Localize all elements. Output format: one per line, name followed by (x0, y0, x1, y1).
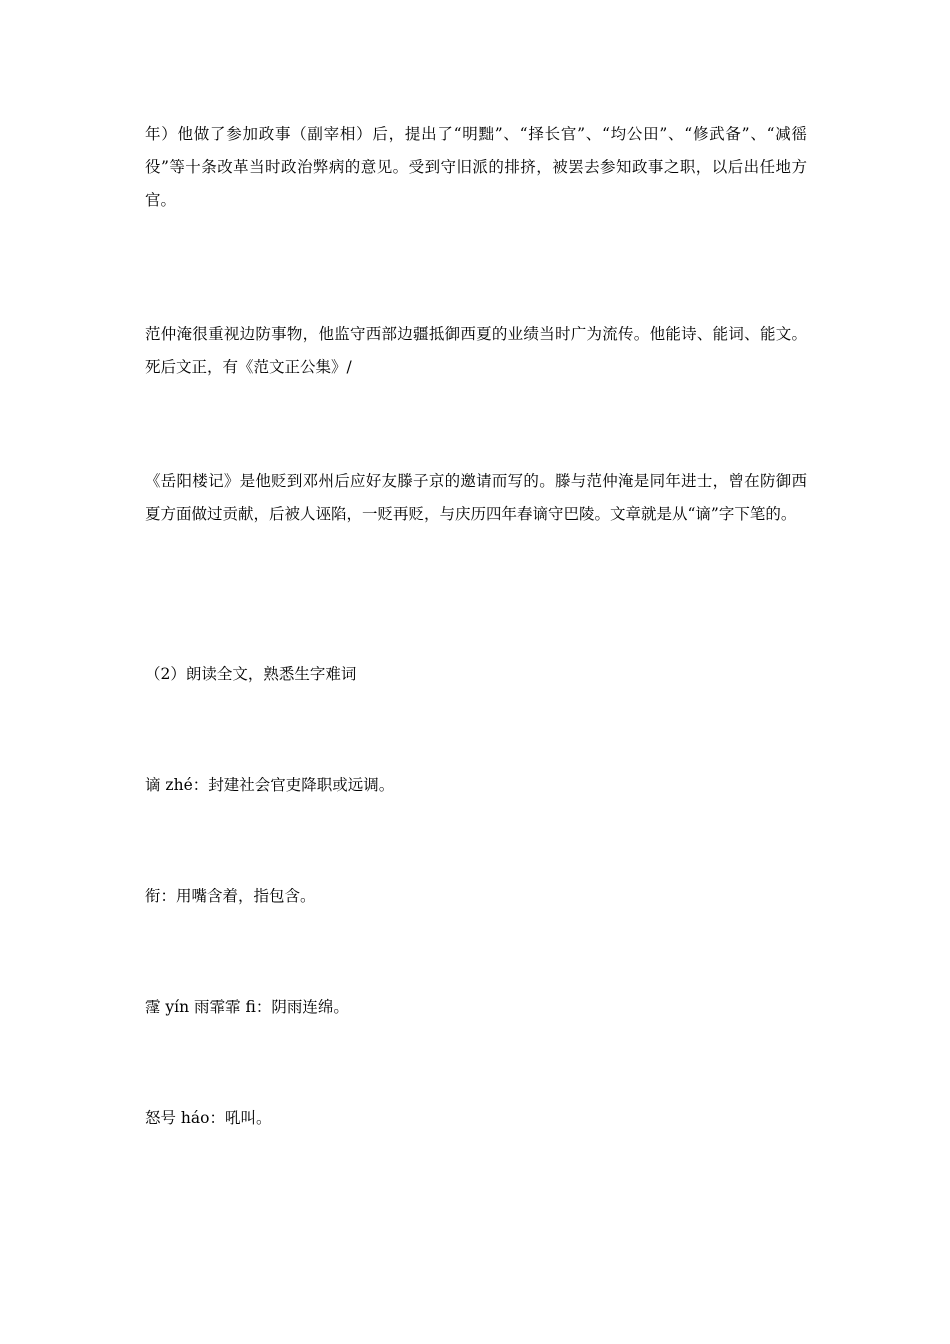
vocab-item-zhe: 谪 zhé：封建社会官吏降职或远调。 (145, 776, 395, 794)
vocab-item-yin-yu-fei-fei: 霪 yín 雨霏霏 fi：阴雨连绵。 (145, 998, 349, 1016)
paragraph-border-defense: 范仲淹很重视边防事物，他监守西部边疆抵御西夏的业绩当时广为流传。他能诗、能词、能文。死后文正，有《范文正公集》/ (145, 325, 807, 376)
paragraph-reform-proposals: 年）他做了参加政事（副宰相）后，提出了“明黜”、“择长官”、“均公田”、“修武备”、“减徭役”等十条改革当时政治弊病的意见。受到守旧派的排挤，被罢去参知政事之职，以后出任地方官。 (145, 125, 807, 209)
vocab-item-xian: 衔：用嘴含着，指包含。 (145, 887, 316, 905)
paragraph-yueyang-tower-background: 《岳阳楼记》是他贬到邓州后应好友滕子京的邀请而写的。滕与范仲淹是同年进士，曾在防御西夏方面做过贡献，后被人诬陷，一贬再贬，与庆历四年春谪守巴陵。文章就是从“谪”字下笔的。 (145, 472, 807, 523)
vocab-item-nu-hao: 怒号 háo：吼叫。 (145, 1109, 272, 1127)
section-heading-reading: （2）朗读全文，熟悉生字难词 (145, 665, 357, 683)
